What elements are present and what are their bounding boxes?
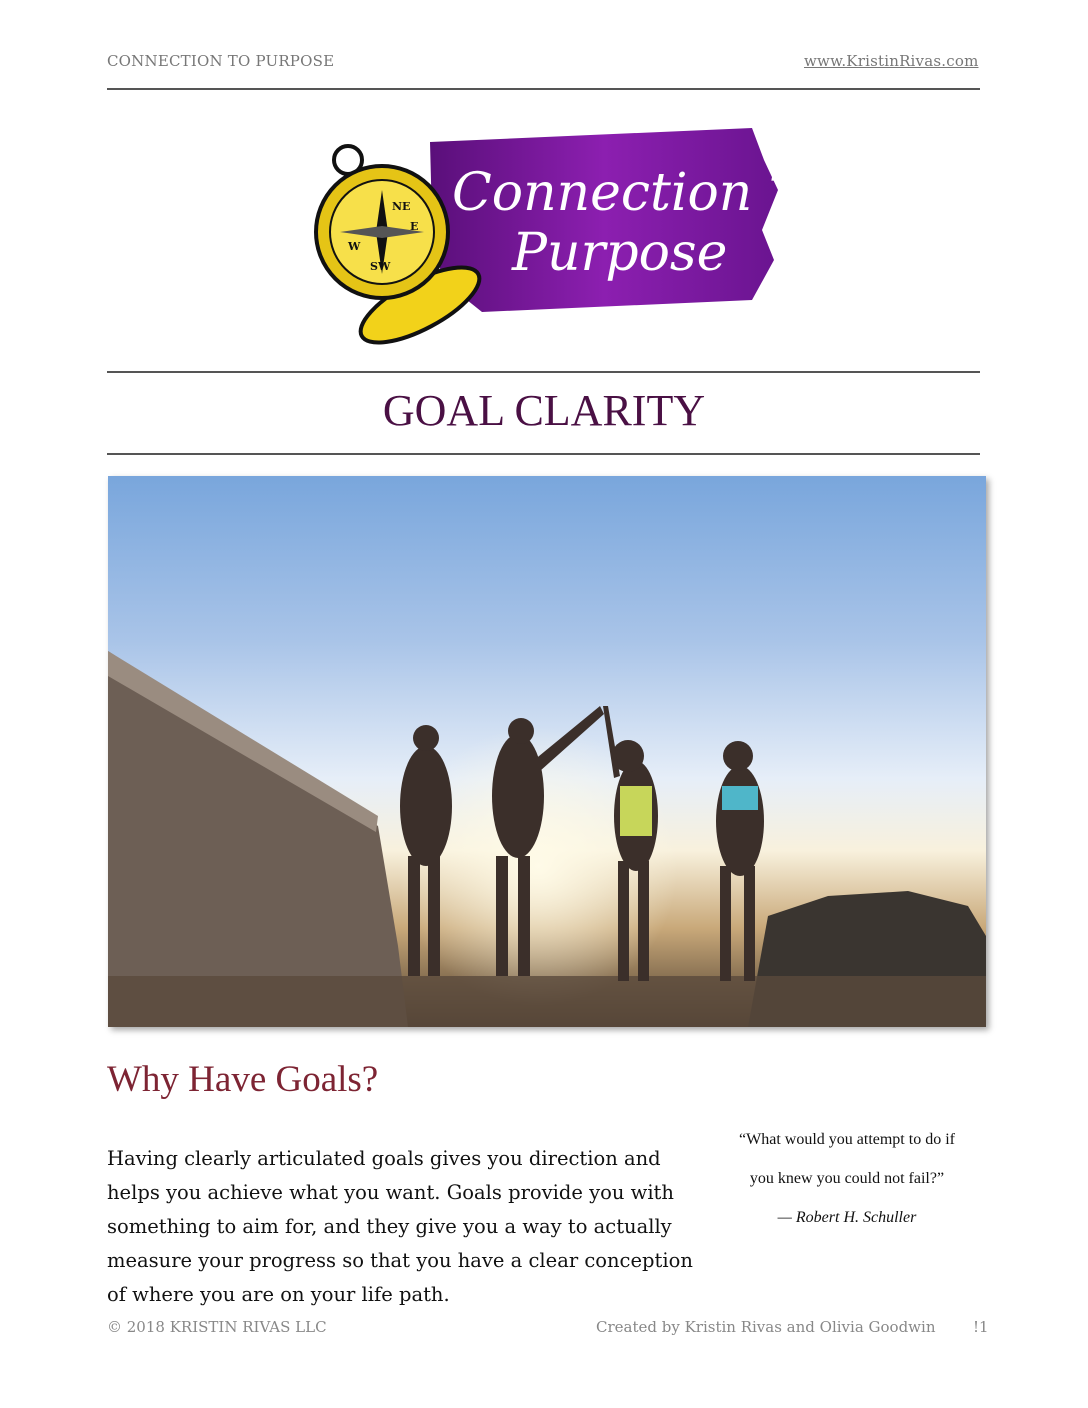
svg-text:SW: SW [370, 260, 391, 273]
quote-line-2: you knew you could not fail?” [749, 1170, 945, 1187]
logo-text-line1: Connection To [452, 163, 831, 223]
svg-text:NE: NE [392, 200, 411, 213]
header-divider [107, 88, 980, 90]
logo-graphic [312, 120, 831, 348]
quote-line-1: “What would you attempt to do if [739, 1131, 955, 1148]
logo-text-line2: Purpose [512, 223, 728, 283]
pull-quote [712, 1120, 982, 1237]
section-heading: Why Have Goals? [107, 1059, 379, 1100]
header-title: CONNECTION TO PURPOSE [107, 52, 335, 70]
svg-text:W: W [348, 240, 361, 253]
footer-credits: Created by Kristin Rivas and Olivia Goodwin [596, 1318, 936, 1336]
footer-copyright: © 2018 KRISTIN RIVAS LLC [107, 1318, 327, 1336]
svg-text:E: E [410, 220, 419, 233]
page-number: !1 [973, 1318, 989, 1336]
title-divider-top [107, 371, 980, 373]
runners-photo-illustration [108, 476, 986, 1027]
header-website-link[interactable]: www.KristinRivas.com [804, 52, 979, 70]
hero-photo [108, 476, 986, 1027]
logo [312, 120, 831, 348]
quote-author: — Robert H. Schuller [777, 1209, 917, 1226]
section-paragraph: Having clearly articulated goals gives you direction and helps you achieve what you want. Goals provide you with something to aim for, and they give you a way to actually measure your progress so that you have a clear conception of where you are on your life path. [107, 1147, 693, 1306]
title-divider-bottom [107, 453, 980, 455]
page-title: GOAL CLARITY [382, 386, 706, 435]
